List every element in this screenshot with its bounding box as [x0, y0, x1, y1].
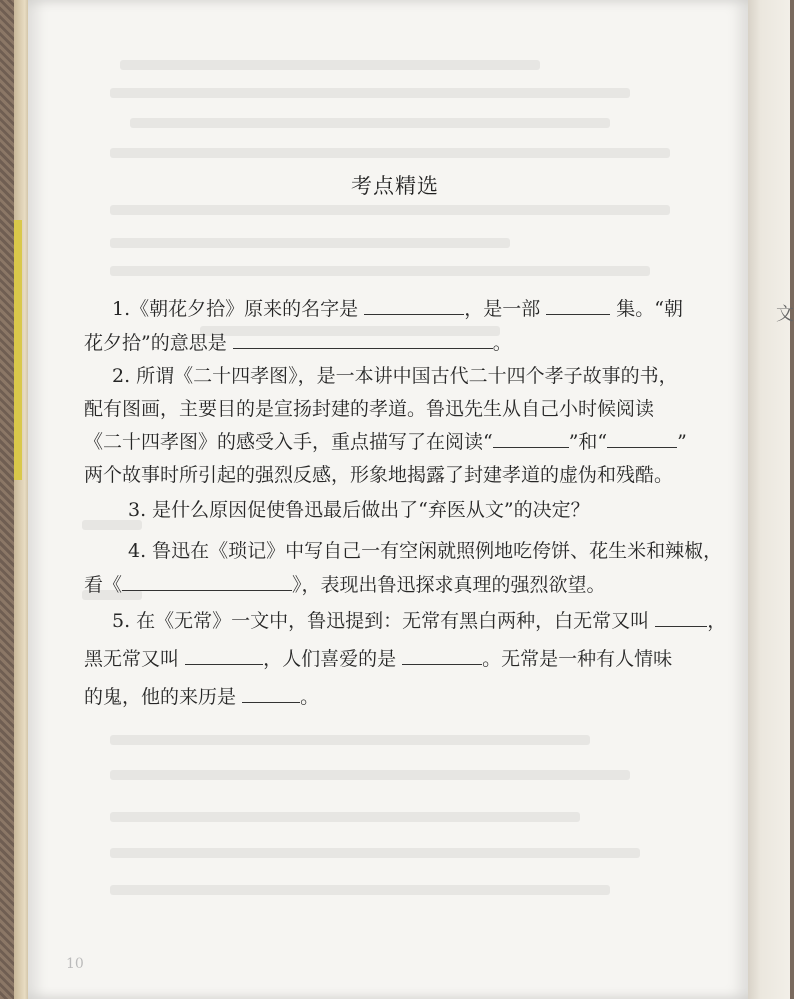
- question-text: 。无常是一种有人情味: [482, 648, 673, 670]
- question-text: 1.《朝花夕拾》原来的名字是: [112, 298, 359, 320]
- page-number: 10: [66, 956, 84, 972]
- show-through-text: [110, 266, 650, 276]
- question-2-line-2: 配有图画，主要目的是宣扬封建的孝道。鲁迅先生从自己小时候阅读: [84, 398, 655, 420]
- show-through-text: [120, 60, 540, 70]
- question-2-line-3: [84, 427, 687, 454]
- question-text: 花夕拾”的意思是: [84, 332, 227, 354]
- question-1-line-2: [84, 328, 512, 355]
- question-1-line-1: [112, 294, 683, 321]
- book-cover-strip: [14, 220, 22, 480]
- question-4-line-2: [84, 570, 606, 597]
- question-text: 黑无常又叫: [84, 648, 180, 670]
- question-2-line-4: 两个故事时所引起的强烈反感，形象地揭露了封建孝道的虚伪和残酷。: [84, 464, 674, 486]
- show-through-text: [110, 238, 510, 248]
- answer-blank: [402, 646, 482, 665]
- question-text: 的鬼，他的来历是: [84, 686, 237, 708]
- question-text: 《二十四孝图》的感受入手，重点描写了在阅读“: [84, 431, 493, 453]
- question-text: 。: [492, 332, 512, 354]
- show-through-text: [110, 885, 610, 895]
- question-5-line-3: [84, 682, 319, 709]
- answer-blank: [655, 608, 707, 627]
- question-2-line-1: 2. 所谓《二十四孝图》，是一本讲中国古代二十四个孝子故事的书，: [112, 365, 678, 387]
- show-through-text: [110, 88, 630, 98]
- answer-blank: [122, 572, 292, 591]
- question-text: 》，表现出鲁迅探求真理的强烈欲望。: [292, 574, 606, 596]
- question-text: ，是一部: [464, 298, 541, 320]
- adjacent-page: [748, 0, 790, 999]
- show-through-text: [110, 205, 670, 215]
- show-through-text: [110, 848, 640, 858]
- question-5-line-1: [112, 606, 726, 633]
- section-title: 考点精选: [351, 174, 439, 198]
- question-text: 看《: [84, 574, 123, 596]
- answer-blank: [233, 330, 493, 349]
- answer-blank: [607, 429, 677, 448]
- show-through-text: [130, 118, 610, 128]
- show-through-text: [110, 148, 670, 158]
- question-text: ，: [707, 610, 727, 632]
- answer-blank: [546, 296, 610, 315]
- question-text: ”和“: [568, 431, 608, 453]
- question-5-line-2: [84, 644, 672, 671]
- answer-blank: [242, 684, 300, 703]
- show-through-text: [110, 812, 580, 822]
- question-text: ，人们喜爱的是: [263, 648, 397, 670]
- show-through-text: [110, 770, 630, 780]
- question-text: 5. 在《无常》一文中，鲁迅提到：无常有黑白两种，白无常又叫: [112, 610, 650, 632]
- question-4-line-1: 4. 鲁迅在《琐记》中写自己一有空闲就照例地吃侉饼、花生米和辣椒，: [128, 540, 723, 562]
- answer-blank: [364, 296, 464, 315]
- question-3-line-1: 3. 是什么原因促使鲁迅最后做出了“弃医从文”的决定？: [128, 499, 590, 521]
- question-text: ”: [677, 431, 687, 453]
- show-through-text: [110, 735, 590, 745]
- answer-blank: [493, 429, 569, 448]
- question-text: 。: [300, 686, 320, 708]
- adjacent-page-char: 文: [776, 304, 794, 325]
- answer-blank: [185, 646, 263, 665]
- question-text: 集。“朝: [616, 298, 684, 320]
